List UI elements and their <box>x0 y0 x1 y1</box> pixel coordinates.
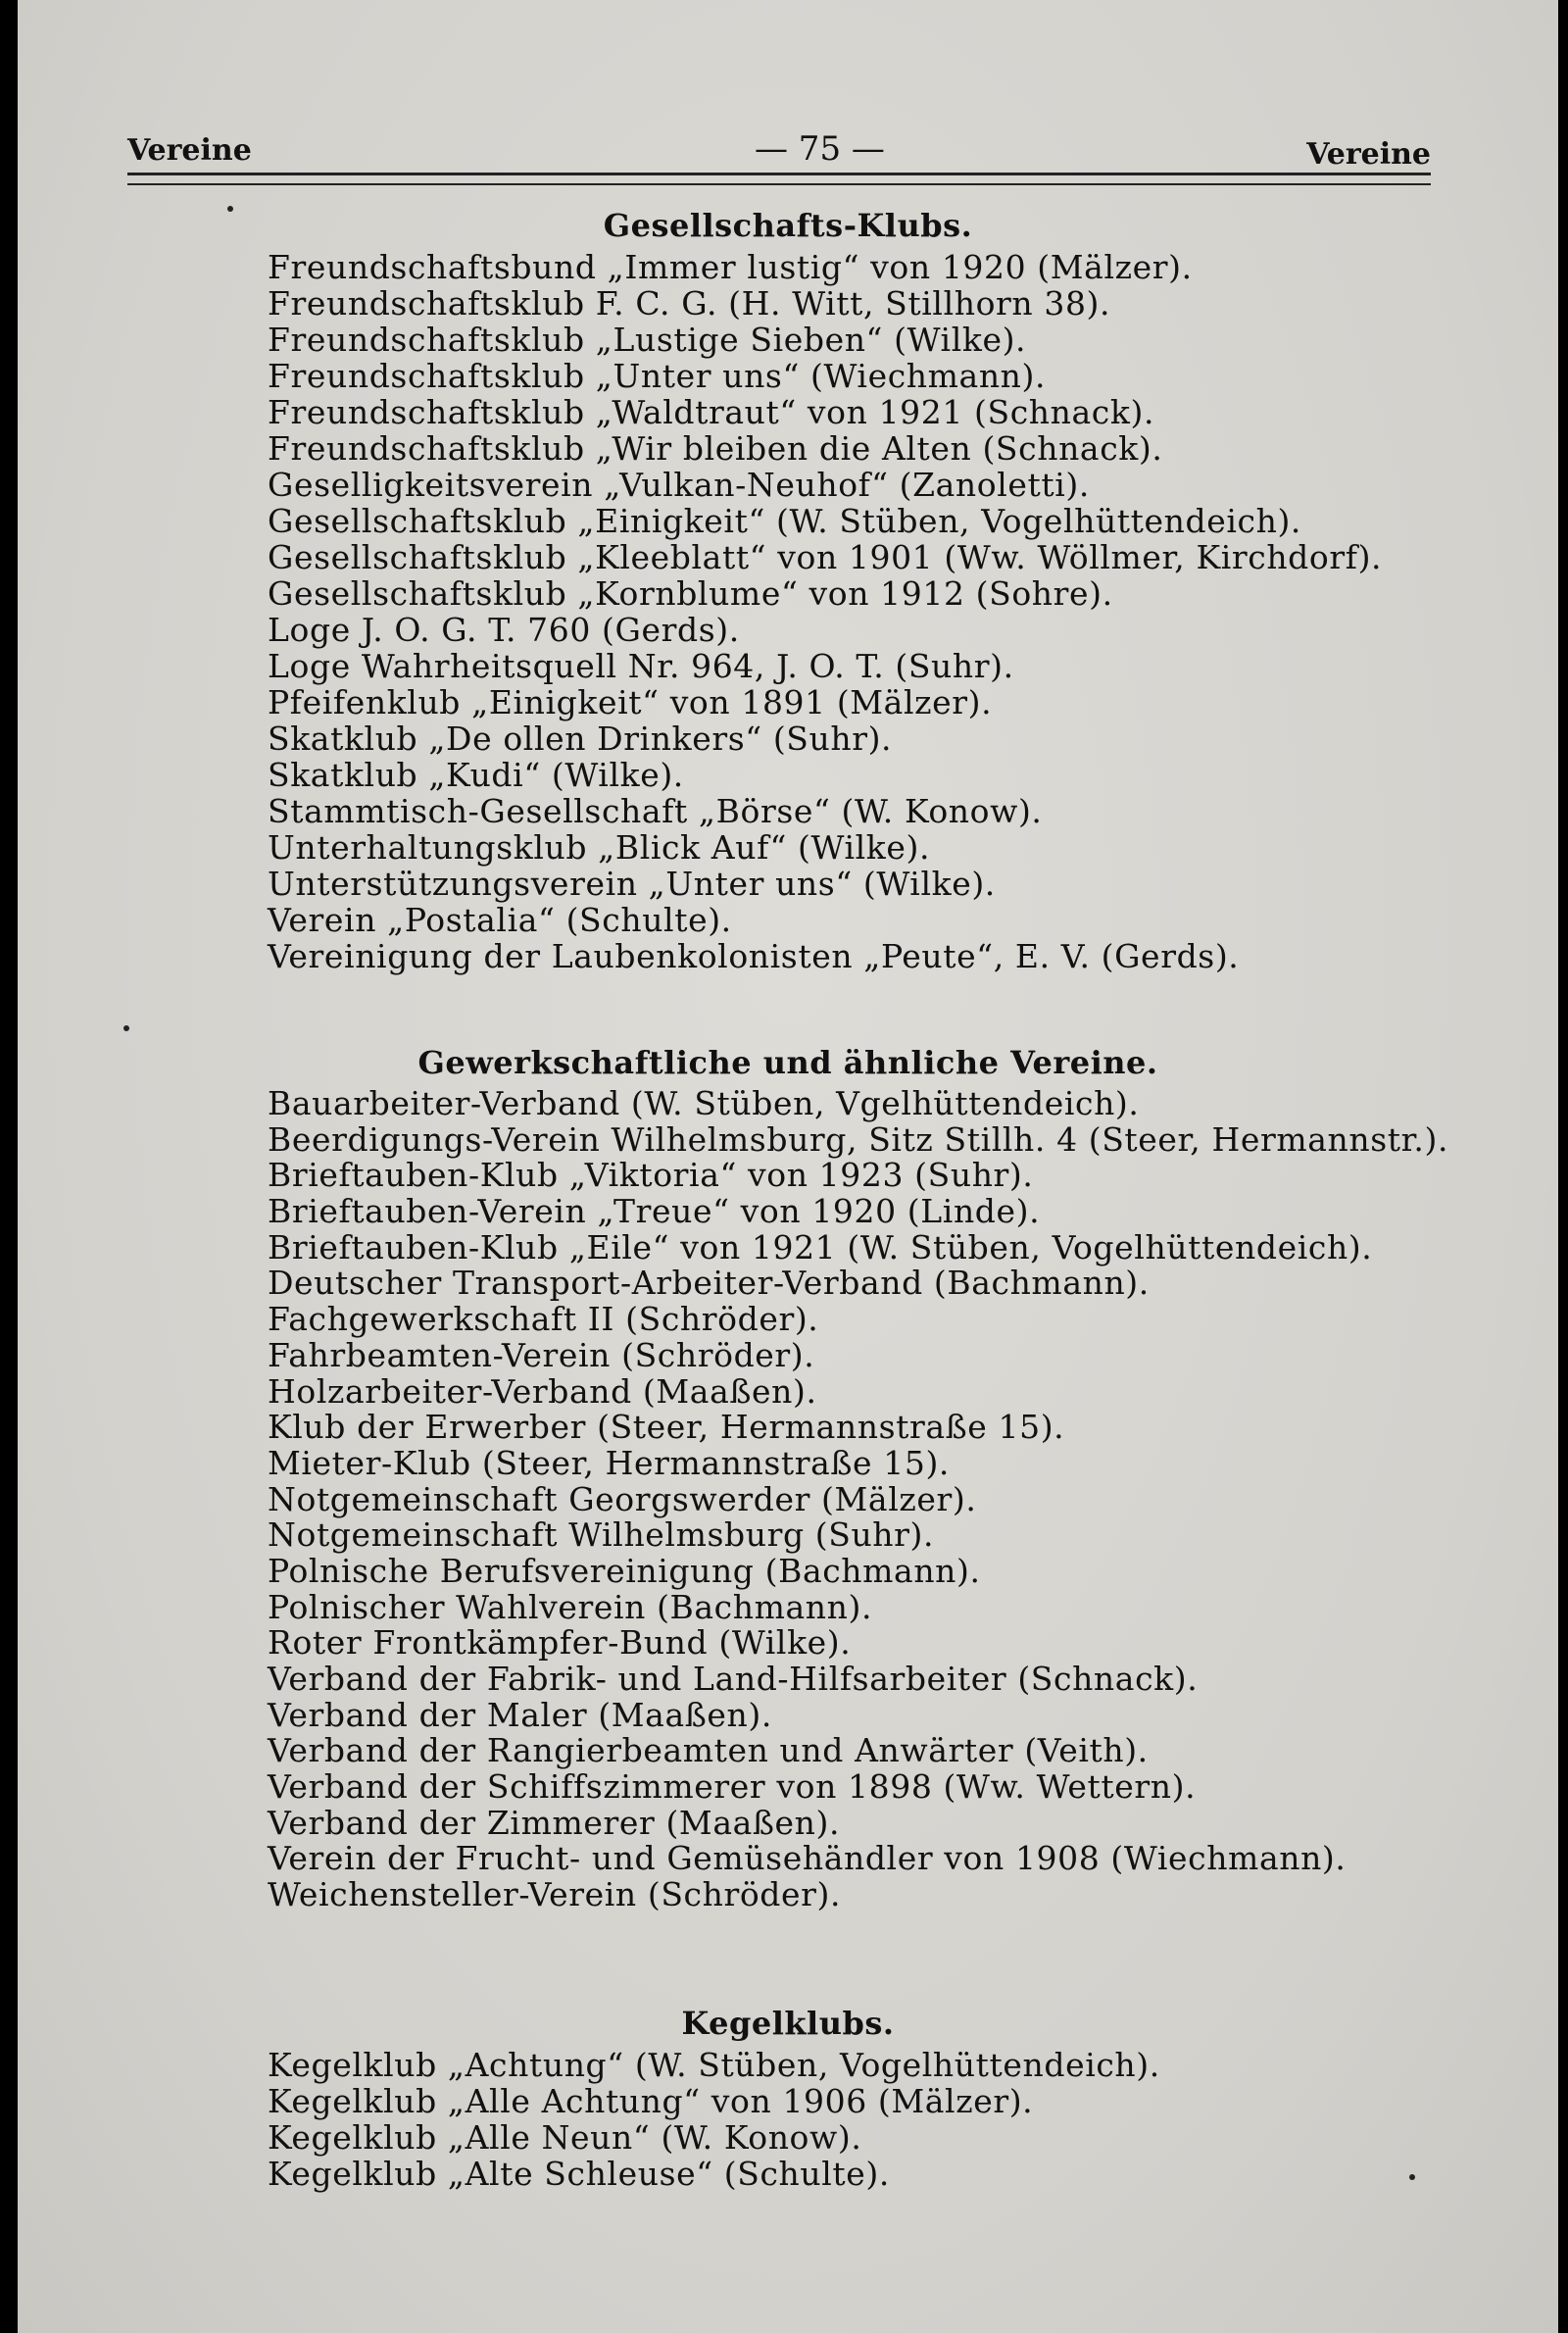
list-item: Fachgewerkschaft II (Schröder). <box>268 1300 819 1339</box>
list-item: Brieftauben-Verein „Treue“ von 1920 (Linde). <box>268 1192 1041 1231</box>
list-item: Gesellschaftsklub „Kleeblatt“ von 1901 (Ww. Wöllmer, Kirchdorf). <box>268 538 1383 576</box>
list-item: Weichensteller-Verein (Schröder). <box>268 1875 842 1914</box>
header-left: Vereine <box>127 133 252 168</box>
list-item: Freundschaftsklub „Waldtraut“ von 1921 (Schnack). <box>268 393 1155 431</box>
list-item: Gesellschaftsklub „Kornblume“ von 1912 (Sohre). <box>268 574 1113 613</box>
list-item: Verband der Schiffszimmerer von 1898 (Ww. Wettern). <box>268 1767 1197 1807</box>
list-item: Klub der Erwerber (Steer, Hermannstraße 15). <box>268 1408 1065 1447</box>
list-item: Freundschaftsklub „Wir bleiben die Alten (Schnack). <box>268 429 1163 468</box>
list-item: Polnische Berufsvereinigung (Bachmann). <box>268 1551 981 1590</box>
print-speck <box>1409 2174 1415 2180</box>
list-item: Notgemeinschaft Wilhelmsburg (Suhr). <box>268 1515 935 1555</box>
list-item: Verband der Fabrik- und Land-Hilfsarbeiter (Schnack). <box>268 1660 1199 1698</box>
list-item: Vereinigung der Laubenkolonisten „Peute“, E. V. (Gerds). <box>268 937 1240 975</box>
list-item: Skatklub „De ollen Drinkers“ (Suhr). <box>268 720 893 758</box>
list-item: Loge Wahrheitsquell Nr. 964, J. O. T. (Suhr). <box>268 647 1014 685</box>
entry-list <box>18 2047 1558 2192</box>
section-title: Gewerkschaftliche und ähnliche Vereine. <box>417 1044 1158 1081</box>
list-item: Verein „Postalia“ (Schulte). <box>268 901 732 939</box>
print-speck <box>227 206 233 212</box>
section-gewerkschaftliche-vereine <box>18 1039 1558 1913</box>
print-speck <box>123 1025 129 1031</box>
list-item: Deutscher Transport-Arbeiter-Verband (Bachmann). <box>268 1264 1150 1303</box>
list-item: Freundschaftsklub „Lustige Sieben“ (Wilke). <box>268 321 1027 359</box>
list-item: Geselligkeitsverein „Vulkan-Neuhof“ (Zanoletti). <box>268 466 1090 504</box>
list-item: Verband der Maler (Maaßen). <box>268 1695 772 1734</box>
entry-list <box>18 1086 1558 1913</box>
list-item: Verband der Rangierbeamten und Anwärter (Veith). <box>268 1731 1149 1770</box>
section-gesellschafts-klubs <box>18 202 1558 974</box>
list-item: Kegelklub „Achtung“ (W. Stüben, Vogelhüttendeich). <box>268 2046 1160 2084</box>
list-item: Notgemeinschaft Georgswerder (Mälzer). <box>268 1479 977 1518</box>
list-item: Kegelklub „Alte Schleuse“ (Schulte). <box>268 2155 890 2193</box>
list-item: Kegelklub „Alle Achtung“ von 1906 (Mälzer). <box>268 2082 1034 2120</box>
section-title: Kegelklubs. <box>681 2005 895 2042</box>
list-item: Brieftauben-Klub „Eile“ von 1921 (W. Stüben, Vogelhüttendeich). <box>268 1227 1373 1266</box>
page-number: — 75 — <box>755 129 885 169</box>
list-item: Mieter-Klub (Steer, Hermannstraße 15). <box>268 1443 951 1482</box>
list-item: Freundschaftsbund „Immer lustig“ von 1920 (Mälzer). <box>268 248 1193 286</box>
header-right: Vereine <box>1306 137 1431 172</box>
book-page <box>18 0 1558 2333</box>
list-item: Roter Frontkämpfer-Bund (Wilke). <box>268 1623 852 1663</box>
list-item: Holzarbeiter-Verband (Maaßen). <box>268 1371 817 1411</box>
section-title: Gesellschafts-Klubs. <box>603 207 973 244</box>
list-item: Fahrbeamten-Verein (Schröder). <box>268 1335 815 1374</box>
running-head <box>127 125 1431 172</box>
list-item: Freundschaftsklub F. C. G. (H. Witt, Stillhorn 38). <box>268 284 1111 323</box>
list-item: Verein der Frucht- und Gemüsehändler von 1908 (Wiechmann). <box>268 1839 1347 1878</box>
header-rule <box>127 173 1431 185</box>
list-item: Pfeifenklub „Einigkeit“ von 1891 (Mälzer). <box>268 683 993 721</box>
list-item: Loge J. O. G. T. 760 (Gerds). <box>268 611 740 649</box>
entry-list <box>18 249 1558 974</box>
list-item: Verband der Zimmerer (Maaßen). <box>268 1803 841 1842</box>
list-item: Freundschaftsklub „Unter uns“ (Wiechmann). <box>268 357 1047 395</box>
section-kegelklubs <box>18 2000 1558 2192</box>
list-item: Skatklub „Kudi“ (Wilke). <box>268 756 684 794</box>
list-item: Polnischer Wahlverein (Bachmann). <box>268 1587 873 1626</box>
list-item: Brieftauben-Klub „Viktoria“ von 1923 (Suhr). <box>268 1156 1034 1195</box>
list-item: Beerdigungs-Verein Wilhelmsburg, Sitz Stillh. 4 (Steer, Hermannstr.). <box>268 1119 1449 1159</box>
list-item: Unterhaltungsklub „Blick Auf“ (Wilke). <box>268 828 931 867</box>
list-item: Gesellschaftsklub „Einigkeit“ (W. Stüben, Vogelhüttendeich). <box>268 502 1302 540</box>
list-item: Bauarbeiter-Verband (W. Stüben, Vgelhüttendeich). <box>268 1084 1140 1122</box>
list-item: Stammtisch-Gesellschaft „Börse“ (W. Konow). <box>268 792 1043 830</box>
list-item: Kegelklub „Alle Neun“ (W. Konow). <box>268 2118 862 2157</box>
list-item: Unterstützungsverein „Unter uns“ (Wilke). <box>268 865 996 903</box>
